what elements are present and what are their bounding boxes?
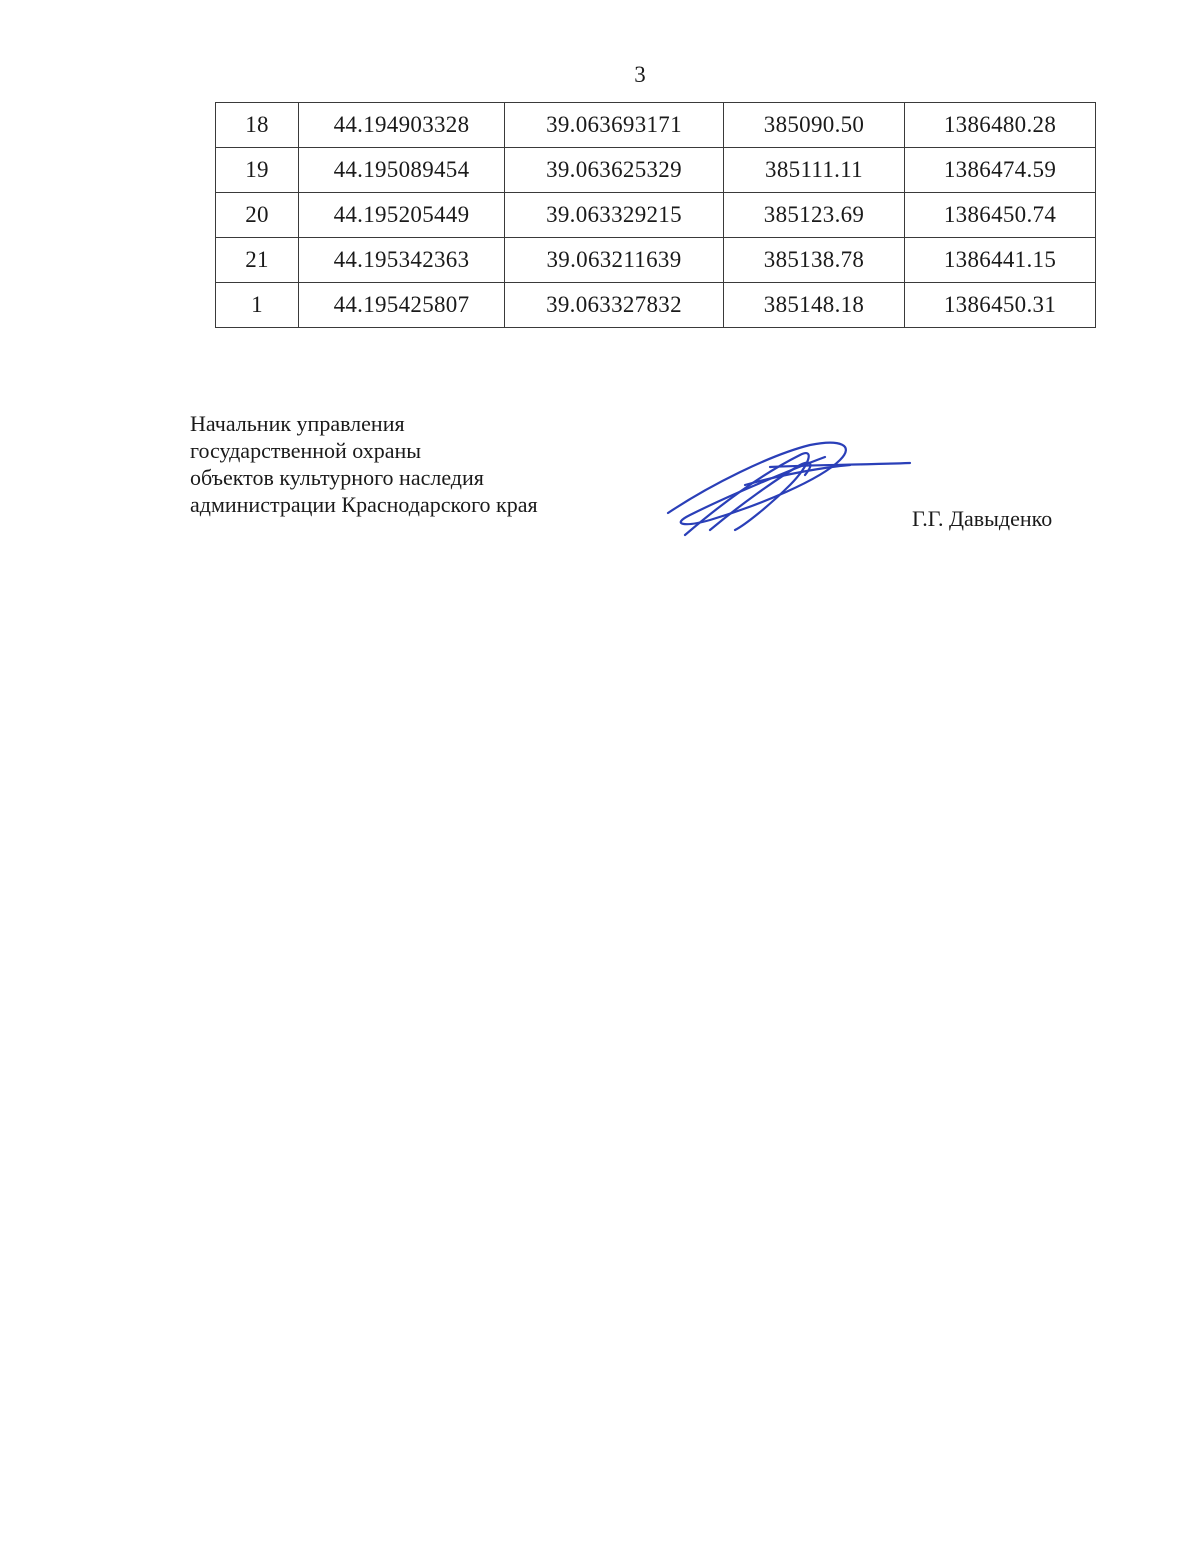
table-cell-point-number: 21 [216,238,299,283]
table-cell-x: 385148.18 [724,283,905,328]
table-cell-latitude: 44.195205449 [299,193,505,238]
table-row [216,283,1096,328]
table-cell-x: 385123.69 [724,193,905,238]
table-cell-y: 1386480.28 [905,103,1096,148]
table-cell-longitude: 39.063693171 [505,103,724,148]
page-number: 3 [634,62,646,87]
table-row [216,103,1096,148]
handwritten-signature [650,425,920,555]
table-cell-longitude: 39.063329215 [505,193,724,238]
table-cell-point-number: 1 [216,283,299,328]
table-row [216,238,1096,283]
signer-title [190,410,538,518]
table-cell-x: 385090.50 [724,103,905,148]
table-cell-longitude: 39.063211639 [505,238,724,283]
table-cell-latitude: 44.195425807 [299,283,505,328]
signer-title-line: объектов культурного наследия [190,465,484,490]
table-cell-x: 385111.11 [724,148,905,193]
coordinates-table [215,102,1096,328]
table-cell-point-number: 20 [216,193,299,238]
signer-title-line: администрации Краснодарского края [190,492,538,517]
table-cell-latitude: 44.195089454 [299,148,505,193]
table-cell-y: 1386450.31 [905,283,1096,328]
table-row [216,193,1096,238]
table-cell-longitude: 39.063625329 [505,148,724,193]
table-cell-y: 1386441.15 [905,238,1096,283]
table-cell-x: 385138.78 [724,238,905,283]
signer-title-line: государственной охраны [190,438,422,463]
signer-title-line: Начальник управления [190,411,405,436]
signer-name: Г.Г. Давыденко [912,506,1053,531]
table-row [216,148,1096,193]
table-cell-latitude: 44.194903328 [299,103,505,148]
table-cell-longitude: 39.063327832 [505,283,724,328]
table-cell-y: 1386474.59 [905,148,1096,193]
table-cell-latitude: 44.195342363 [299,238,505,283]
table-cell-y: 1386450.74 [905,193,1096,238]
table-cell-point-number: 18 [216,103,299,148]
table-cell-point-number: 19 [216,148,299,193]
